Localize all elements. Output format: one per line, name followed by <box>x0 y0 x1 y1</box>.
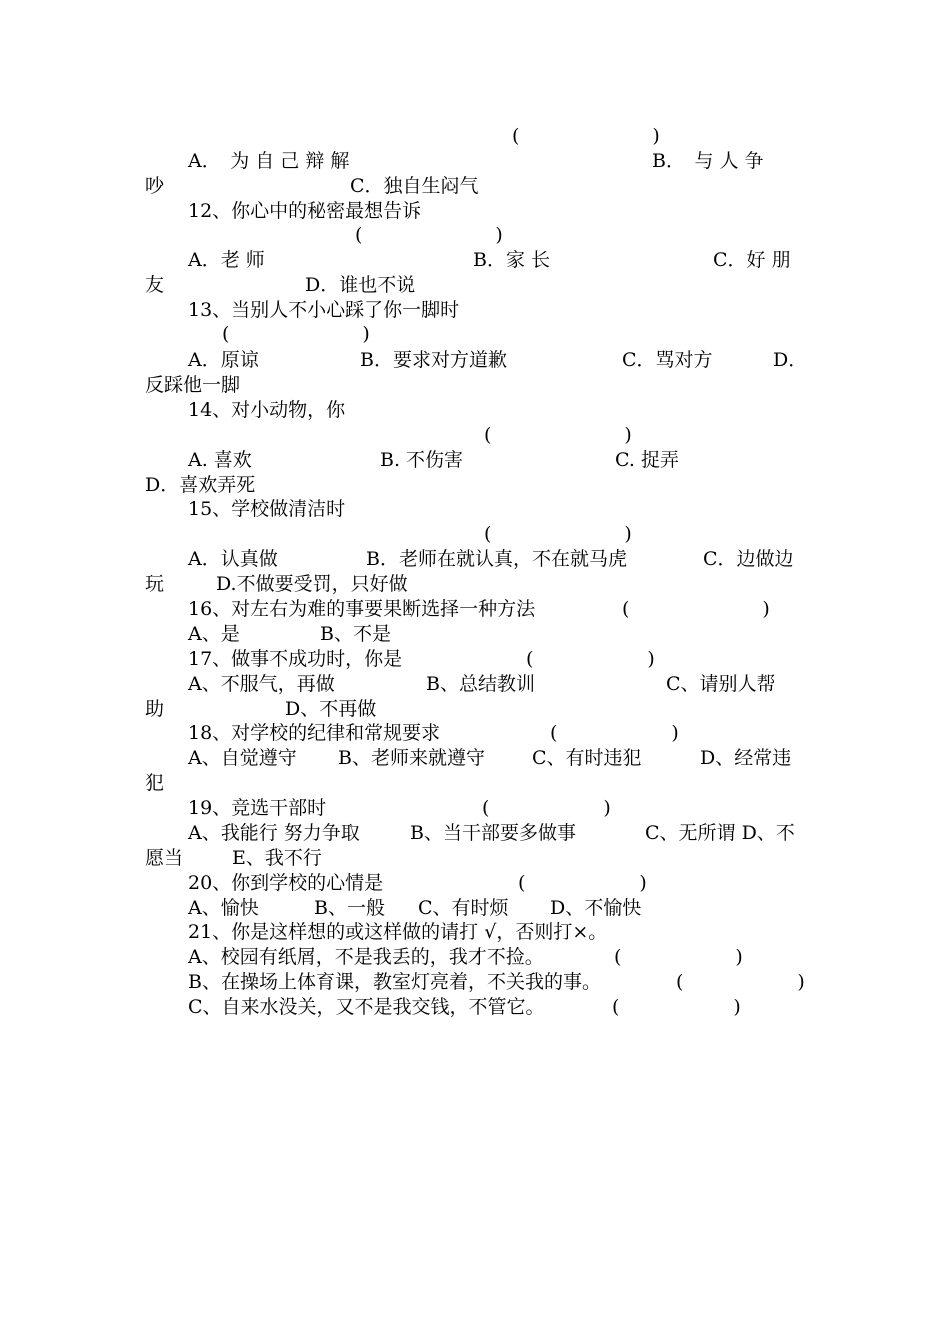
option-13-d-cont: 反踩他一脚 <box>145 374 241 396</box>
question-14: 14、对小动物，你 <box>188 399 346 421</box>
option-11-c: C．独自生闷气 <box>350 175 479 197</box>
answer-blank-20: ( ) <box>518 872 647 894</box>
statement-21-a: A、校园有纸屑，不是我丢的，我才不捡。 <box>188 946 544 968</box>
option-16-b: B、不是 <box>320 623 391 645</box>
option-19-e: E、我不行 <box>232 847 322 869</box>
option-12-b: B．家 长 <box>473 249 551 271</box>
answer-blank-15: ( ) <box>484 523 632 545</box>
answer-blank-19: ( ) <box>482 797 611 819</box>
question-19: 19、竞选干部时 <box>188 797 327 819</box>
option-16-a: A、是 <box>188 623 240 645</box>
answer-blank-21-b: ( ) <box>676 971 805 993</box>
question-13: 13、当别人不小心踩了你一脚时 <box>188 299 460 321</box>
question-17: 17、做事不成功时，你是 <box>188 648 403 670</box>
option-12-a: A．老 师 <box>188 249 265 271</box>
option-20-a: A、愉快 <box>188 897 259 919</box>
answer-blank-18: ( ) <box>550 722 679 744</box>
option-18-d-cont: 犯 <box>145 772 165 794</box>
option-14-b: B. 不伤害 <box>380 449 464 471</box>
answer-blank-11: ( ) <box>512 125 660 147</box>
question-20: 20、你到学校的心情是 <box>188 872 384 894</box>
question-15: 15、学校做清洁时 <box>188 498 346 520</box>
option-13-c: C．骂对方 <box>622 349 713 371</box>
option-13-a: A．原谅 <box>188 349 259 371</box>
option-19-a: A、我能行 努力争取 <box>188 822 360 844</box>
option-20-b: B、一般 <box>314 897 385 919</box>
option-15-b: B．老师在就认真，不在就马虎 <box>366 548 627 570</box>
option-11-a: A． 为 自 己 辩 解 <box>188 150 350 172</box>
option-15-a: A．认真做 <box>188 548 278 570</box>
option-15-c-cont: 玩 <box>145 573 165 595</box>
option-18-b: B、老师来就遵守 <box>338 747 485 769</box>
question-12: 12、你心中的秘密最想告诉 <box>188 200 422 222</box>
option-19-b: B、当干部要多做事 <box>410 822 576 844</box>
option-12-c-cont: 友 <box>145 274 165 296</box>
option-20-c: C、有时烦 <box>418 897 509 919</box>
option-15-d: D.不做要受罚，只好做 <box>216 573 408 595</box>
option-20-d: D、不愉快 <box>550 897 642 919</box>
option-11-b: B． 与 人 争 <box>652 150 764 172</box>
statement-21-b: B、在操场上体育课，教室灯亮着，不关我的事。 <box>188 971 601 993</box>
option-18-c: C、有时违犯 <box>532 747 642 769</box>
option-19-d-cont: 愿当 <box>145 847 184 869</box>
option-14-d: D．喜欢弄死 <box>145 474 256 496</box>
option-19-c: C、无所谓 D、不 <box>645 822 795 844</box>
option-12-d: D．谁也不说 <box>305 274 416 296</box>
option-17-c-cont: 助 <box>145 698 165 720</box>
option-18-a: A、自觉遵守 <box>188 747 297 769</box>
answer-blank-21-a: ( ) <box>614 946 743 968</box>
answer-blank-16: ( ) <box>622 598 770 620</box>
option-17-d: D、不再做 <box>285 698 377 720</box>
option-15-c: C．边做边 <box>703 548 794 570</box>
option-14-a: A. 喜欢 <box>188 449 252 471</box>
answer-blank-12: ( ) <box>355 224 503 246</box>
answer-blank-14: ( ) <box>484 424 632 446</box>
question-16: 16、对左右为难的事要果断选择一种方法 <box>188 598 536 620</box>
option-17-a: A、不服气，再做 <box>188 673 335 695</box>
question-21: 21、你是这样想的或这样做的请打 √，否则打×。 <box>188 921 608 943</box>
option-17-b: B、总结教训 <box>426 673 535 695</box>
option-14-c: C. 捉弄 <box>615 449 679 471</box>
option-17-c: C、请别人帮 <box>666 673 776 695</box>
option-12-c: C．好 朋 <box>713 249 791 271</box>
answer-blank-13: ( ) <box>222 323 370 345</box>
option-11-b-cont: 吵 <box>145 175 165 197</box>
answer-blank-21-c: ( ) <box>612 996 741 1018</box>
option-13-d: D． <box>773 349 808 371</box>
option-18-d: D、经常违 <box>700 747 792 769</box>
statement-21-c: C、自来水没关，又不是我交钱，不管它。 <box>188 996 545 1018</box>
question-18: 18、对学校的纪律和常规要求 <box>188 722 441 744</box>
answer-blank-17: ( ) <box>526 648 655 670</box>
option-13-b: B．要求对方道歉 <box>360 349 507 371</box>
